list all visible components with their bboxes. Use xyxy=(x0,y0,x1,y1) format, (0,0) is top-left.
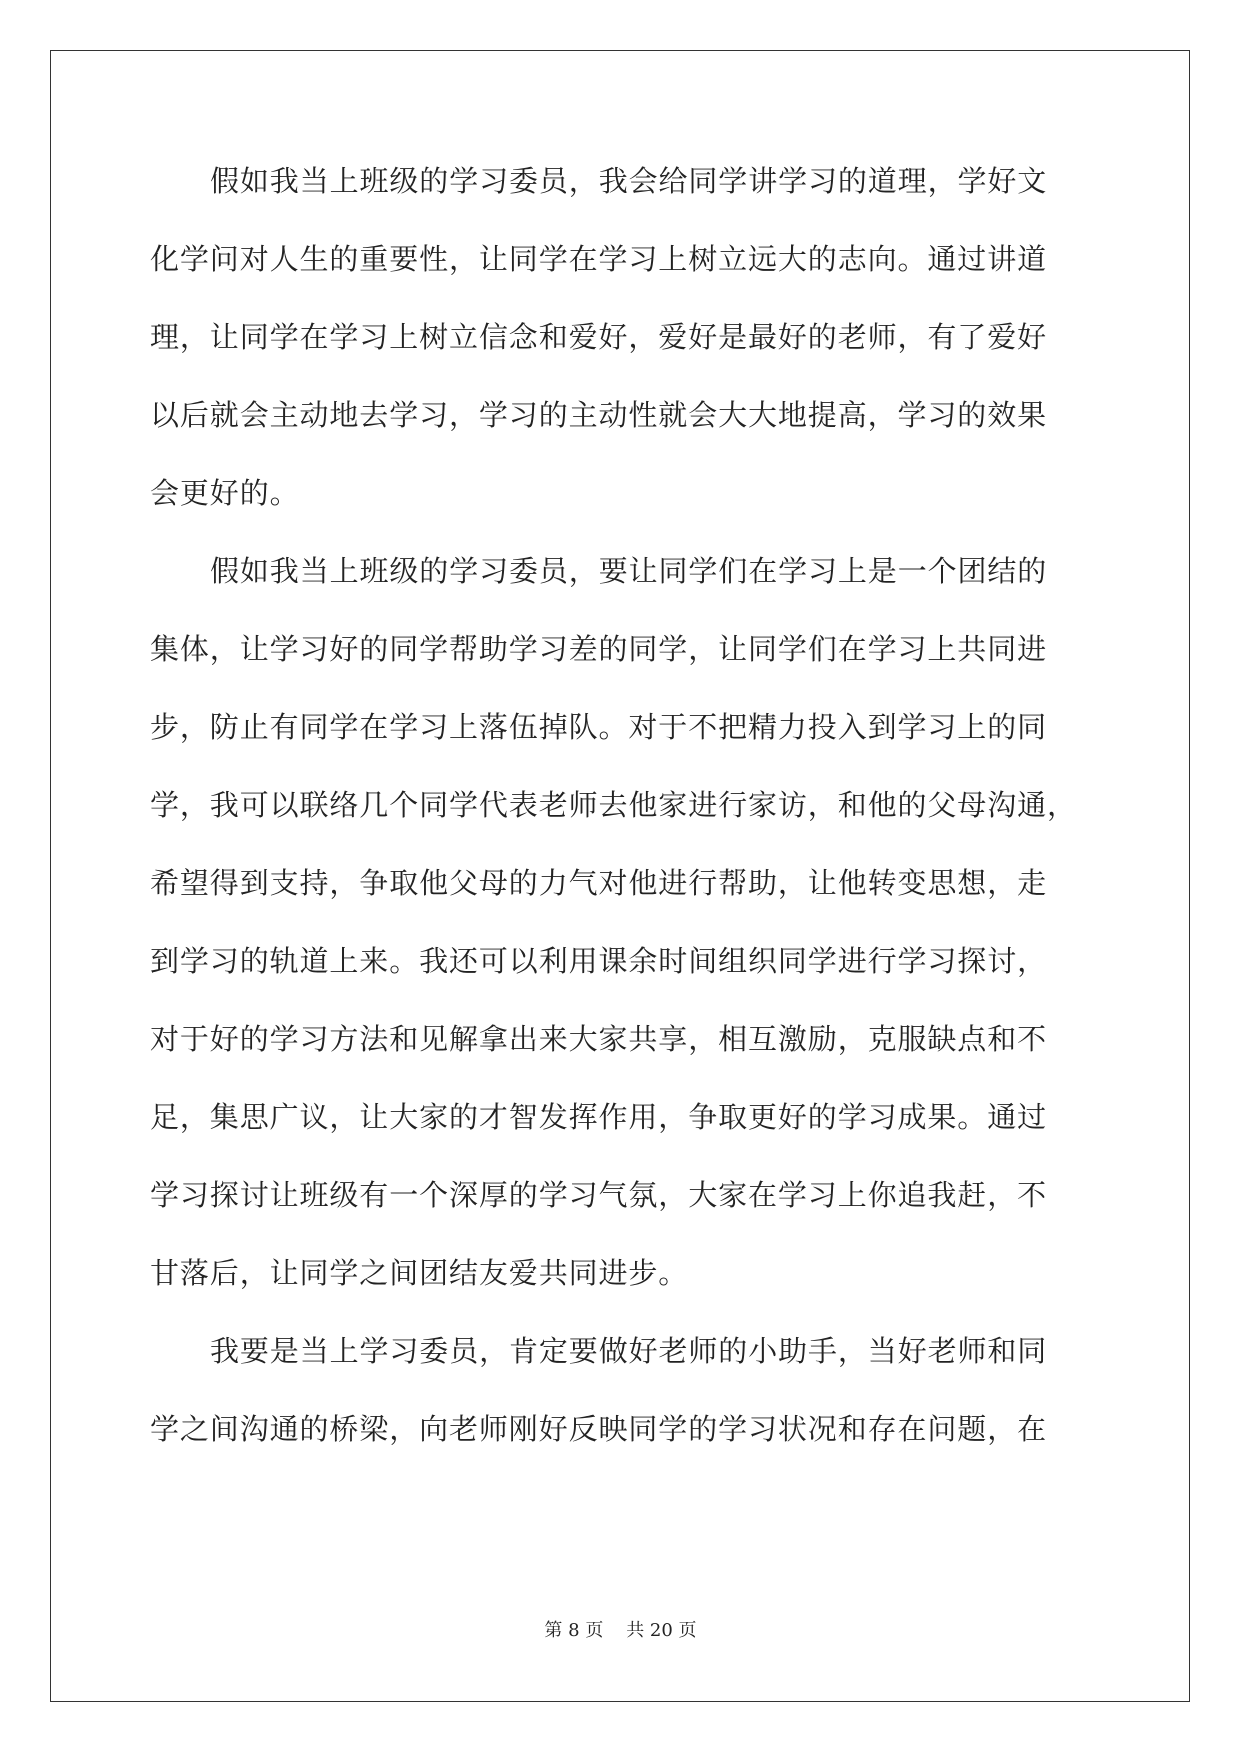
text-line: 会更好的。 xyxy=(150,476,300,510)
text-line: 甘落后，让同学之间团结友爱共同进步。 xyxy=(150,1256,689,1290)
document-body xyxy=(150,142,1090,1468)
text-line: 以后就会主动地去学习，学习的主动性就会大大地提高，学习的效果 xyxy=(150,398,1048,432)
page-number-footer: 第 8 页 共 20 页 xyxy=(544,1620,697,1641)
text-line: 足，集思广议，让大家的才智发挥作用，争取更好的学习成果。通过 xyxy=(150,1100,1048,1134)
text-line: 学之间沟通的桥梁，向老师刚好反映同学的学习状况和存在问题，在 xyxy=(150,1412,1048,1446)
text-line: 学，我可以联络几个同学代表老师去他家进行家访，和他的父母沟通， xyxy=(150,788,1077,822)
text-line: 步，防止有同学在学习上落伍掉队。对于不把精力投入到学习上的同 xyxy=(150,710,1048,744)
text-line: 到学习的轨道上来。我还可以利用课余时间组织同学进行学习探讨， xyxy=(150,944,1048,978)
text-line: 化学问对人生的重要性，让同学在学习上树立远大的志向。通过讲道 xyxy=(150,242,1048,276)
text-line: 希望得到支持，争取他父母的力气对他进行帮助，让他转变思想，走 xyxy=(150,866,1048,900)
text-line: 我要是当上学习委员，肯定要做好老师的小助手，当好老师和同 xyxy=(210,1334,1048,1368)
text-line: 理，让同学在学习上树立信念和爱好，爱好是最好的老师，有了爱好 xyxy=(150,320,1048,354)
text-line: 假如我当上班级的学习委员，要让同学们在学习上是一个团结的 xyxy=(210,554,1048,588)
text-line: 集体，让学习好的同学帮助学习差的同学，让同学们在学习上共同进 xyxy=(150,632,1048,666)
text-line: 假如我当上班级的学习委员，我会给同学讲学习的道理，学好文 xyxy=(210,164,1048,198)
text-line: 对于好的学习方法和见解拿出来大家共享，相互激励，克服缺点和不 xyxy=(150,1022,1048,1056)
text-line: 学习探讨让班级有一个深厚的学习气氛，大家在学习上你追我赶，不 xyxy=(150,1178,1048,1212)
